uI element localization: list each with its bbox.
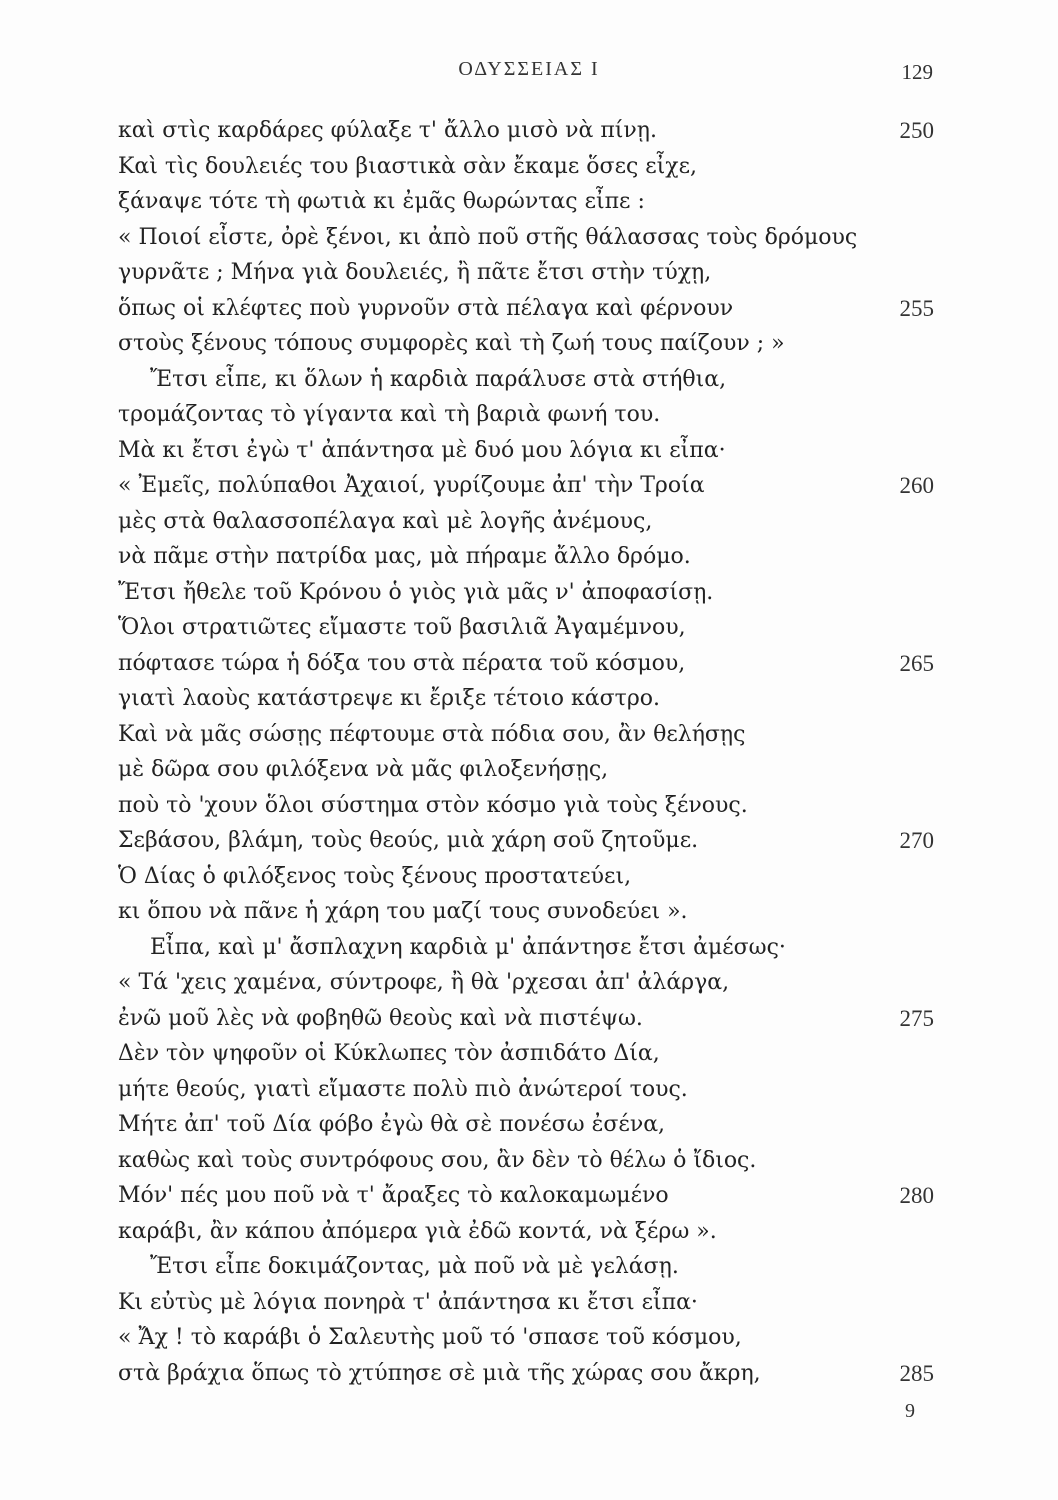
verse-text: « Ἄχ ! τὸ καράβι ὁ Σαλευτὴς μοῦ τό 'σπασε τοῦ κόσμου,	[118, 1325, 742, 1350]
verse-line	[0, 362, 1058, 398]
verse-line	[0, 1249, 1058, 1285]
verse-text: Ὁ Δίας ὁ φιλόξενος τοὺς ξένους προστατεύει,	[118, 863, 632, 889]
verse-text: στὰ βράχια ὅπως τὸ χτύπησε σὲ μιὰ τῆς χώρας σου ἄκρη,	[118, 1360, 761, 1386]
verse-line	[0, 326, 1058, 362]
verse-line	[0, 255, 1058, 291]
verse-text: καὶ στὶς καρδάρες φύλαξε τ' ἄλλο μισὸ νὰ πίνῃ.	[118, 118, 657, 143]
verse-line	[0, 1107, 1058, 1143]
verse-text: καράβι, ἂν κάπου ἀπόμερα γιὰ ἐδῶ κοντά, νὰ ξέρω ».	[118, 1218, 717, 1244]
verse-text: Ἔτσι ἤθελε τοῦ Κρόνου ὁ γιὸς γιὰ μᾶς ν' ἀποφασίσῃ.	[118, 579, 714, 605]
verse-line	[0, 930, 1058, 966]
line-number: 285	[899, 1360, 934, 1386]
verse-text: Δὲν τὸν ψηφοῦν οἱ Κύκλωπες τὸν ἀσπιδάτο Δία,	[118, 1041, 660, 1066]
verse-line	[0, 291, 1058, 327]
verse-text: στοὺς ξένους τόπους συμφορὲς καὶ τὴ ζωή τους παίζουν ; »	[118, 331, 785, 356]
verse-line	[0, 1320, 1058, 1356]
verse-line	[0, 894, 1058, 930]
verse-line	[0, 965, 1058, 1001]
verse-text: Σεβάσου, βλάμη, τοὺς θεούς, μιὰ χάρη σοῦ ζητοῦμε.	[118, 828, 699, 853]
verse-text: μήτε θεούς, γιατὶ εἴμαστε πολὺ πιὸ ἀνώτεροί τους.	[118, 1076, 688, 1102]
verse-text: πόφτασε τώρα ἡ δόξα του στὰ πέρατα τοῦ κόσμου,	[118, 650, 686, 676]
line-number: 265	[899, 650, 934, 676]
verse-line	[0, 1356, 1058, 1392]
verse-text: Καὶ νὰ μᾶς σώσῃς πέφτουμε στὰ πόδια σου, ἂν θελήσῃς	[118, 721, 746, 747]
line-number: 280	[899, 1183, 934, 1208]
verse-line	[0, 575, 1058, 611]
verse-text: Ἔτσι εἶπε δοκιμάζοντας, μὰ ποῦ νὰ μὲ γελάσῃ.	[150, 1254, 679, 1279]
verse-line	[0, 610, 1058, 646]
verse-line	[0, 1072, 1058, 1108]
signature-mark: 9	[905, 1400, 915, 1422]
verse-text: μὲς στὰ θαλασσοπέλαγα καὶ μὲ λογῆς ἀνέμους,	[118, 508, 653, 534]
verse-line	[0, 1178, 1058, 1214]
verse-line	[0, 788, 1058, 824]
verse-text: Καὶ τὶς δουλειές του βιαστικὰ σὰν ἔκαμε ὅσες εἶχε,	[118, 153, 698, 179]
verse-line	[0, 1214, 1058, 1250]
verse-text: ξάναψε τότε τὴ φωτιὰ κι ἐμᾶς θωρώντας εἶπε :	[118, 189, 645, 214]
verse-line	[0, 1143, 1058, 1179]
verse-text: γυρνᾶτε ; Μήνα γιὰ δουλειές, ἢ πᾶτε ἔτσι στὴν τύχῃ,	[118, 260, 712, 285]
verse-text: Μήτε ἀπ' τοῦ Δία φόβο ἐγὼ θὰ σὲ πονέσω ἐσένα,	[118, 1112, 666, 1137]
verse-text: Ὅλοι στρατιῶτες εἴμαστε τοῦ βασιλιᾶ Ἀγαμέμνου,	[118, 615, 686, 640]
verse-text: κι ὅπου νὰ πᾶνε ἡ χάρη του μαζί τους συνοδεύει ».	[118, 899, 688, 924]
verse-line	[0, 220, 1058, 256]
line-number: 255	[899, 295, 934, 321]
verse-text: « Ποιοί εἶστε, ὀρὲ ξένοι, κι ἀπὸ ποῦ στῆς θάλασσας τοὺς δρόμους	[118, 224, 858, 250]
verse-line	[0, 1036, 1058, 1072]
verse-line	[0, 539, 1058, 575]
verse-line	[0, 681, 1058, 717]
verse-line	[0, 468, 1058, 504]
verse-line	[0, 823, 1058, 859]
verse-text: καθὼς καὶ τοὺς συντρόφους σου, ἂν δὲν τὸ θέλω ὁ ἴδιος.	[118, 1147, 757, 1173]
line-number: 250	[899, 118, 934, 143]
running-head	[0, 58, 1058, 88]
line-number: 270	[899, 828, 934, 853]
verse-line	[0, 504, 1058, 540]
verse-text: Κι εὐτὺς μὲ λόγια πονηρὰ τ' ἀπάντησα κι ἔτσι εἶπα·	[118, 1289, 698, 1315]
verse-text: Μὰ κι ἔτσι ἐγὼ τ' ἀπάντησα μὲ δυό μου λόγια κι εἶπα·	[118, 437, 726, 463]
verse-line	[0, 717, 1058, 753]
verse-line	[0, 752, 1058, 788]
line-number: 260	[899, 473, 934, 498]
verse-text: Εἶπα, καὶ μ' ἄσπλαχνη καρδιὰ μ' ἀπάντησε ἔτσι ἀμέσως·	[150, 934, 786, 960]
verse-text: ὅπως οἱ κλέφτες ποὺ γυρνοῦν στὰ πέλαγα καὶ φέρνουν	[118, 295, 734, 321]
verse-line	[0, 646, 1058, 682]
verse-text: Μόν' πές μου ποῦ νὰ τ' ἄραξες τὸ καλοκαμωμένο	[118, 1183, 669, 1208]
verse-text: γιατὶ λαοὺς κατάστρεψε κι ἔριξε τέτοιο κάστρο.	[118, 686, 661, 711]
verse-text: ποὺ τὸ 'χουν ὅλοι σύστημα στὸν κόσμο γιὰ τοὺς ξένους.	[118, 792, 748, 818]
running-title: ΟΔΥΣΣΕΙΑΣ Ι	[458, 58, 600, 80]
verse-line	[0, 397, 1058, 433]
verse-text: νὰ πᾶμε στὴν πατρίδα μας, μὰ πήραμε ἄλλο δρόμο.	[118, 544, 691, 569]
verse-line	[0, 149, 1058, 185]
verse-line	[0, 113, 1058, 149]
verse-text: μὲ δῶρα σου φιλόξενα νὰ μᾶς φιλοξενήσῃς,	[118, 757, 609, 782]
verse-line	[0, 184, 1058, 220]
verse-text: τρομάζοντας τὸ γίγαντα καὶ τὴ βαριὰ φωνή του.	[118, 402, 661, 427]
verse-block	[0, 113, 1058, 1391]
verse-text: Ἔτσι εἶπε, κι ὅλων ἡ καρδιὰ παράλυσε στὰ στήθια,	[150, 366, 727, 392]
verse-line	[0, 1001, 1058, 1037]
page-number: 129	[901, 60, 933, 84]
verse-line	[0, 1285, 1058, 1321]
line-number: 275	[899, 1005, 934, 1031]
verse-text: ἐνῶ μοῦ λὲς νὰ φοβηθῶ θεοὺς καὶ νὰ πιστέψω.	[118, 1005, 643, 1031]
verse-text: « Ἐμεῖς, πολύπαθοι Ἀχαιοί, γυρίζουμε ἀπ' τὴν Τροία	[118, 473, 705, 498]
verse-line	[0, 859, 1058, 895]
verse-text: « Τά 'χεις χαμένα, σύντροφε, ἢ θὰ 'ρχεσαι ἀπ' ἀλάργα,	[118, 970, 730, 995]
verse-line	[0, 433, 1058, 469]
